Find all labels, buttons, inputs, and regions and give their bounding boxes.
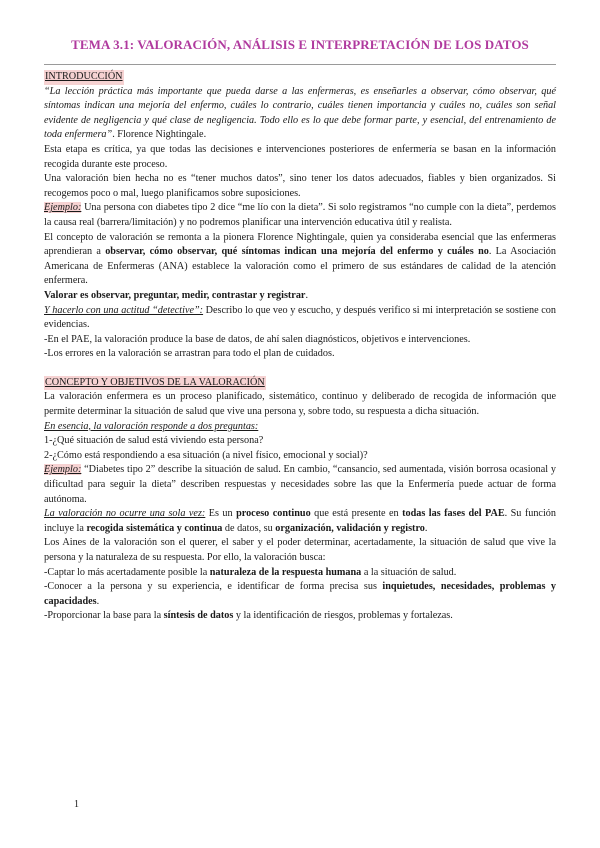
page-number: 1 [74,799,79,810]
bullet-item: -En el PAE, la valoración produce la base de datos, de ahí salen diagnósticos, objetivos e intervenciones. [44,333,471,345]
page-title: TEMA 3.1: VALORACIÓN, ANÁLISIS E INTERPRETACIÓN DE LOS DATOS [71,37,529,52]
paragraph: Los Aines de la valoración son el querer, el saber y el poder determinar, acertadamente, la situación de salud que vive la persona y la naturaleza de su respuesta. Por ello, la valoración busca: [44,537,556,563]
bullet-item: -Conocer a la persona y su experiencia, e identificar de forma precisa sus inquietudes, necesidades, problemas y capacidades. [44,581,556,607]
paragraph: Esta etapa es crítica, ya que todas las decisiones e intervenciones posteriores de enfermería se basan en la información recogida durante este proceso. [44,143,556,170]
paragraph: La valoración no ocurre una sola vez: Es un proceso continuo que está presente en todas las fases del PAE. Su función incluye la recogida sistemática y continua de datos, su organización, validación y registro. [44,508,556,534]
question-item: 1-¿Qué situación de salud está viviendo esta persona? [44,435,264,447]
bullet-item: -Captar lo más acertadamente posible la naturaleza de la respuesta humana a la situación de salud. [44,566,457,578]
example-paragraph: Ejemplo: “Diabetes tipo 2” describe la situación de salud. En cambio, “cansancio, sed aumentada, visión borrosa ocasional y dificultad para seguir la dieta” describen respuestas y necesidades sobre las que la Enfermería puede actuar de forma autónoma. [44,464,556,505]
key-sentence: Valorar es observar, preguntar, medir, contrastar y registrar. [44,289,308,301]
questions-label: En esencia, la valoración responde a dos preguntas: [44,420,259,432]
title-divider [44,64,556,65]
example-label: Ejemplo: [44,464,82,476]
paragraph: Y hacerlo con una actitud “detective”: Describo lo que veo y escucho, y después verifico si mi interpretación se sostiene con evidencias. [44,304,556,331]
section-heading-introduccion: INTRODUCCIÓN [44,70,124,85]
example-label: Ejemplo: [44,202,82,214]
paragraph: Una valoración bien hecha no es “tener muchos datos”, sino tener los datos adecuados, fiables y bien organizados. Si recogemos poco o mal, luego planificamos sobre suposiciones. [44,173,556,199]
bullet-item: -Los errores en la valoración se arrastran para todo el plan de cuidados. [44,348,335,360]
bullet-item: -Proporcionar la base para la síntesis de datos y la identificación de riesgos, problemas y fortalezas. [44,610,453,622]
section-heading-concepto: CONCEPTO Y OBJETIVOS DE LA VALORACIÓN [44,376,266,391]
paragraph: La valoración enfermera es un proceso planificado, sistemático, continuo y deliberado de recogida de información que permite determinar la situación de salud que vive una persona y, sobre todo, su respuesta a dicha situación. [44,391,556,418]
paragraph: El concepto de valoración se remonta a la pionera Florence Nightingale, quien ya consideraba esencial que las enfermeras aprendieran a observar, cómo observar, qué síntomas indican una mejoría del enfermo y cuáles no. La Asociación Americana de Enfermeras (ANA) establece la valoración como el primero de sus estándares de calidad de la atención enfermera. [44,231,556,287]
example-paragraph: Ejemplo: Una persona con diabetes tipo 2 dice “me lío con la dieta”. Si solo registramos “no cumple con la dieta”, perdemos la causa real (barrera/limitación) y no podremos planificar una intervención educativa útil y realista. [44,202,556,228]
document-body [44,70,556,624]
question-item: 2-¿Cómo está respondiendo a esa situación (a nivel físico, emocional y social)? [44,449,368,461]
nightingale-quote: “La lección práctica más importante que pueda darse a las enfermeras, es enseñarles a observar, cómo observar, qué síntomas indican una mejoría del enfermo, cuáles lo contrario, cuáles tienen importancia y cuáles no, cuáles son señal evidente de negligencia y qué clase de negligencia. Todo ello es lo que debe formar parte, y esencial, del entrenamiento de toda enfermera”. Florence Nightingale. [44,85,556,141]
